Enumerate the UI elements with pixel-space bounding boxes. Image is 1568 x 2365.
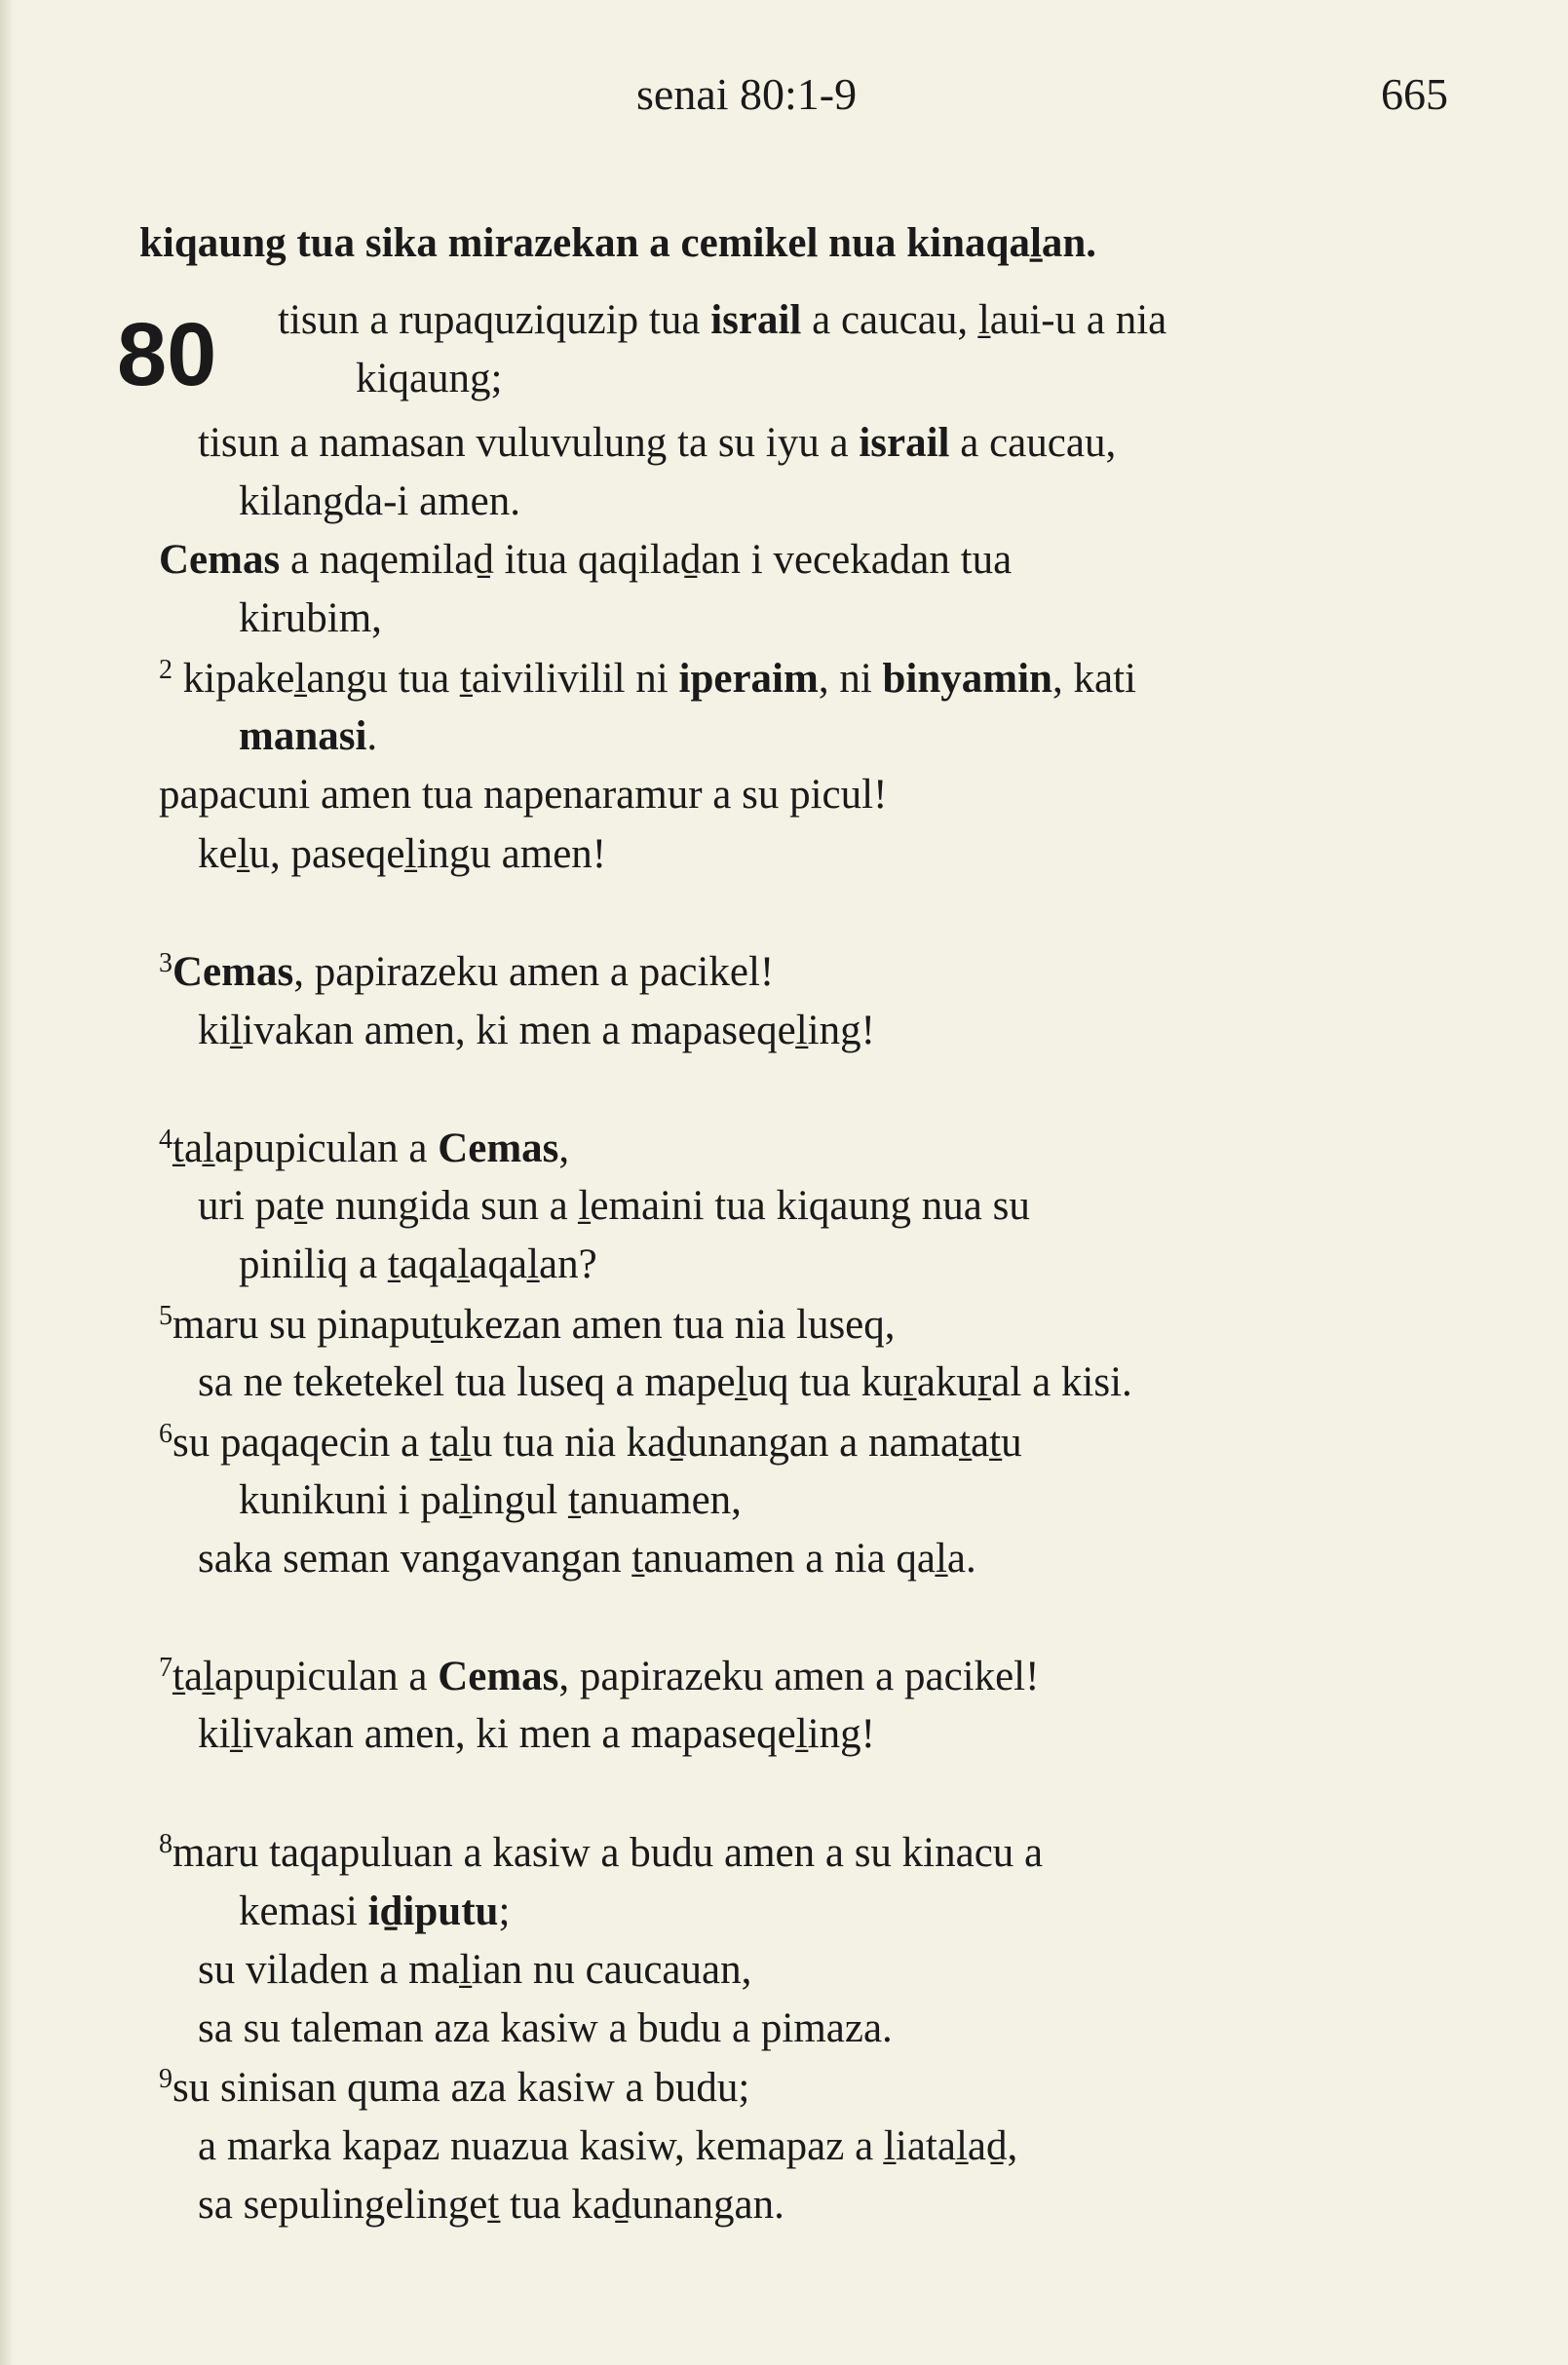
verse-number: 7 [159,1653,172,1683]
text-span: . [366,713,378,759]
verse-8-line-4: sa su taleman aza kasiw a budu a pimaza. [198,2005,893,2051]
verse-1-line-2: kiqaung; [356,356,503,401]
proper-name: israil [859,420,950,466]
verse-8-line-2 [239,1890,510,1932]
verse-number: 8 [159,1829,172,1859]
verse-5-line-2: sa ne teketekel tua luseq a mapeḻuq tua kuṟakuṟal a kisi. [198,1359,1132,1405]
proper-name: israil [710,297,802,343]
text-span: su sinisan quma aza kasiw a budu; [172,2065,750,2111]
text-span: a caucau, [949,420,1117,466]
text-span: tisun a namasan vuluvulung ta su iyu a [198,420,860,466]
verse-5-line-1 [159,1303,896,1346]
proper-name: Cemas [438,1654,559,1699]
verse-3-line-2: kiḻivakan amen, ki men a mapaseqeḻing! [198,1008,875,1053]
text-span: a naqemilaḏ itua qaqilaḏan i vecekadan tua [280,537,1013,583]
verse-6-line-1 [159,1421,1022,1464]
verse-6-line-3: saka seman vangavangan ṯanuamen a nia qaḻa. [198,1536,976,1582]
proper-name: Cemas [172,949,294,995]
verse-8-line-1 [159,1831,1043,1874]
verse-2-line-2 [239,715,377,757]
running-header-reference: senai 80:1-9 [636,69,858,119]
verse-1-line-5 [159,539,1012,581]
psalm-number: 80 [117,305,217,404]
psalm-superscription: kiqaung tua sika mirazekan a cemikel nua kinaqaḻan. [139,220,1097,266]
text-span: , [558,1125,570,1171]
verse-4-line-1 [159,1126,569,1169]
verse-1-line-1 [278,299,1166,341]
verse-1-line-4: kilangda-i amen. [239,478,520,524]
text-span: ṯaḻapupiculan a [172,1125,439,1171]
page-number: 665 [1381,69,1448,119]
verse-9-line-2: a marka kapaz nuazua kasiw, kemapaz a ḻiataḻaḏ, [198,2123,1018,2169]
verse-4-line-2: uri paṯe nungida sun a ḻemaini tua kiqaung nua su [198,1183,1030,1229]
verse-1-line-3 [198,422,1116,464]
proper-name: Cemas [159,537,281,583]
text-span: kipakeḻangu tua ṯaivilivilil ni [172,656,679,702]
verse-9-line-1 [159,2066,749,2109]
text-span: , papirazeku amen a pacikel! [293,949,775,995]
verse-number: 5 [159,1301,172,1331]
verse-number: 2 [159,655,172,685]
verse-3-line-1 [159,950,774,993]
proper-name: Cemas [438,1125,559,1171]
verse-number: 6 [159,1419,172,1449]
verse-7-line-2: kiḻivakan amen, ki men a mapaseqeḻing! [198,1711,875,1757]
verse-2-line-4: keḻu, paseqeḻingu amen! [198,831,607,877]
verse-2-line-3: papacuni amen tua napenaramur a su picul! [159,772,888,818]
proper-name: manasi [239,713,367,759]
text-span: maru taqapuluan a kasiw a budu amen a su kinacu a [172,1830,1044,1876]
text-span: ṯaḻapupiculan a [172,1654,439,1699]
verse-number: 3 [159,948,172,978]
text-span: , kati [1052,656,1136,702]
text-span: , ni [818,656,883,702]
verse-number: 9 [159,2064,172,2094]
verse-8-line-3: su viladen a maḻian nu caucauan, [198,1947,752,1993]
text-span: kemasi [239,1888,368,1934]
verse-1-line-6: kirubim, [239,595,382,641]
page-gutter [0,0,14,2365]
verse-4-line-3: piniliq a ṯaqaḻaqaḻan? [239,1241,597,1287]
text-span: maru su pinapuṯukezan amen tua nia luseq, [172,1302,896,1348]
proper-name: binyamin [882,656,1052,702]
text-span: su paqaqecin a ṯaḻu tua nia kaḏunangan a namaṯaṯu [172,1420,1022,1466]
verse-number: 4 [159,1125,172,1155]
verse-2-line-1 [159,657,1136,700]
proper-name: iperaim [678,656,819,702]
verse-7-line-1 [159,1655,1039,1697]
text-span: ; [498,1888,511,1934]
text-span: , papirazeku amen a pacikel! [558,1654,1040,1699]
verse-9-line-3: sa sepulingelingeṯ tua kaḏunangan. [198,2182,784,2228]
proper-name: iḏiputu [367,1888,499,1934]
text-span: a caucau, ḻaui-u a nia [801,297,1167,343]
verse-6-line-2: kunikuni i paḻingul ṯanuamen, [239,1477,742,1523]
text-span: tisun a rupaquziquzip tua [278,297,711,343]
